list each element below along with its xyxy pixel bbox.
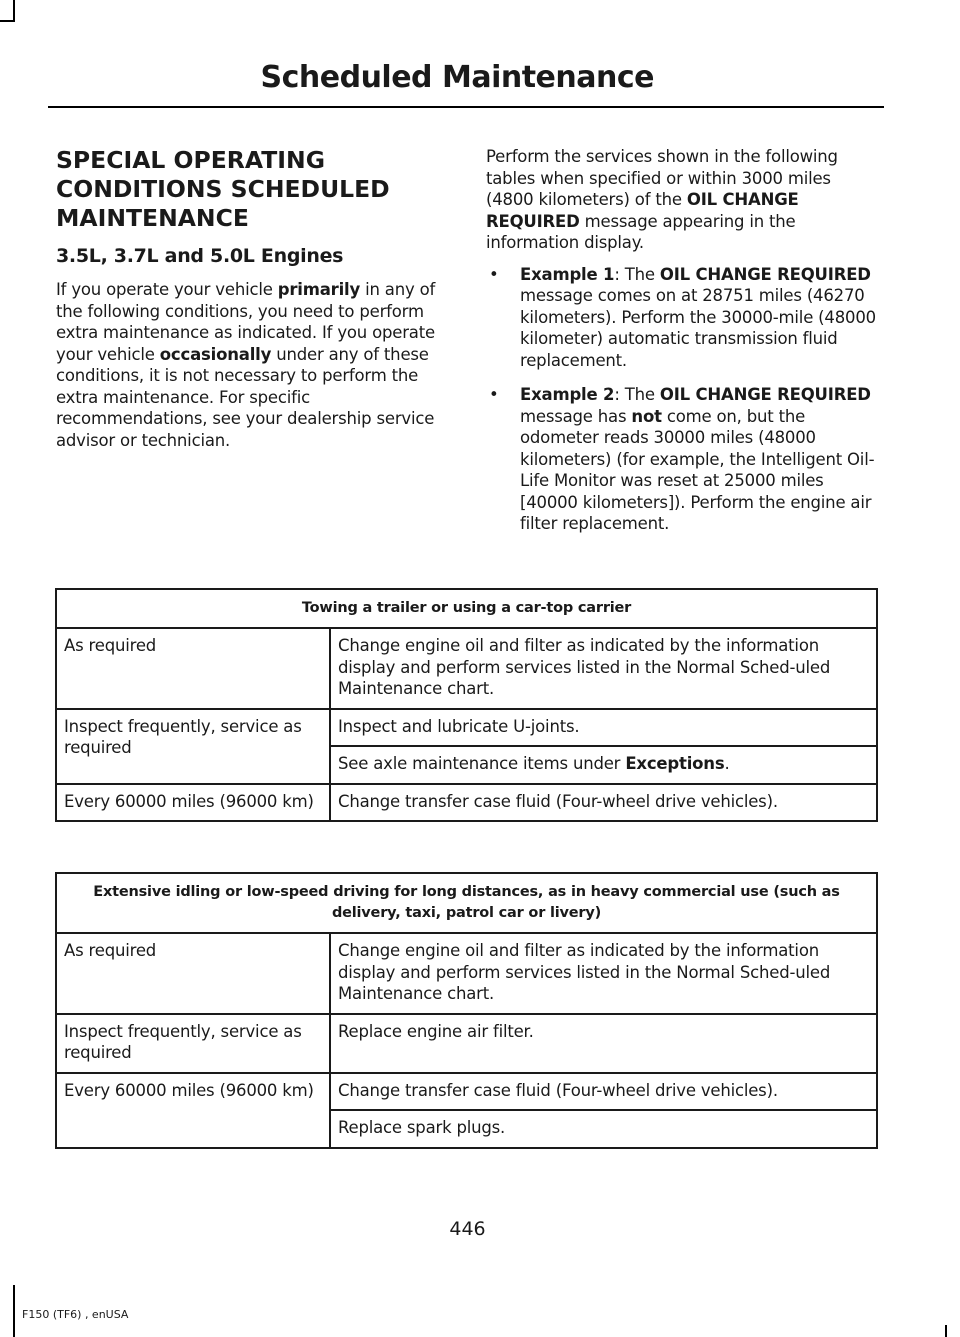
footer-model: F150 (TF6) , enUSA (22, 1308, 129, 1321)
table-row: Every 60000 miles (96000 km) Change transfer case fluid (Four-wheel drive vehicles). (56, 1073, 877, 1111)
table-row: As required Change engine oil and filter as indicated by the information display and perform services listed in the Normal Sched-uled Maintenance chart. (56, 628, 877, 709)
table-title: Extensive idling or low-speed driving for long distances, as in heavy commercial use (such as delivery, taxi, patrol car or livery) (56, 873, 877, 933)
table-title: Towing a trailer or using a car-top carrier (56, 589, 877, 628)
table-row: Every 60000 miles (96000 km) Change transfer case fluid (Four-wheel drive vehicles). (56, 784, 877, 822)
table-row: Inspect frequently, service as required Inspect and lubricate U-joints. (56, 709, 877, 747)
crop-mark (945, 1325, 947, 1337)
crop-mark (13, 0, 15, 22)
header-rule (48, 106, 884, 108)
page-header-title: Scheduled Maintenance (260, 60, 654, 95)
examples-list (486, 264, 880, 535)
intro-paragraph: If you operate your vehicle primarily in any of the following conditions, you need to perform extra maintenance as indicated. If you operate your vehicle occasionally under any of these conditions, it is not necessary to perform the extra maintenance. For specific recommendations, see your dealership service advisor or technician. (56, 280, 436, 450)
right-column (486, 146, 880, 548)
idling-table (55, 872, 878, 1149)
crop-mark (0, 20, 15, 22)
towing-table (55, 588, 878, 822)
table-row: Replace spark plugs. (56, 1110, 877, 1148)
table-row: See axle maintenance items under Exceptions. (56, 746, 877, 784)
left-column (56, 146, 448, 451)
example-1: • Example 1: The OIL CHANGE REQUIRED message comes on at 28751 miles (46270 kilometers). Perform the 30000-mile (48000 kilometer) automatic transmission fluid replacement. (489, 264, 876, 370)
example-2: • Example 2: The OIL CHANGE REQUIRED message has not come on, but the odometer reads 30000 miles (48000 kilometers) (for example, the Intelligent Oil-Life Monitor was reset at 25000 miles [40000 kilometers]). Perform the engine air filter replacement. (489, 385, 875, 533)
table-row: Inspect frequently, service as required Replace engine air filter. (56, 1014, 877, 1073)
engines-subheading: 3.5L, 3.7L and 5.0L Engines (56, 245, 344, 267)
table-row: As required Change engine oil and filter as indicated by the information display and perform services listed in the Normal Sched-uled Maintenance chart. (56, 933, 877, 1014)
crop-mark (13, 1285, 15, 1337)
service-paragraph: Perform the services shown in the following tables when specified or within 3000 miles (4800 kilometers) of the OIL CHANGE REQUIRED message appearing in the information display. (486, 147, 838, 252)
page-number: 446 (449, 1218, 486, 1240)
section-heading: SPECIAL OPERATING CONDITIONS SCHEDULED MAINTENANCE (56, 146, 390, 232)
